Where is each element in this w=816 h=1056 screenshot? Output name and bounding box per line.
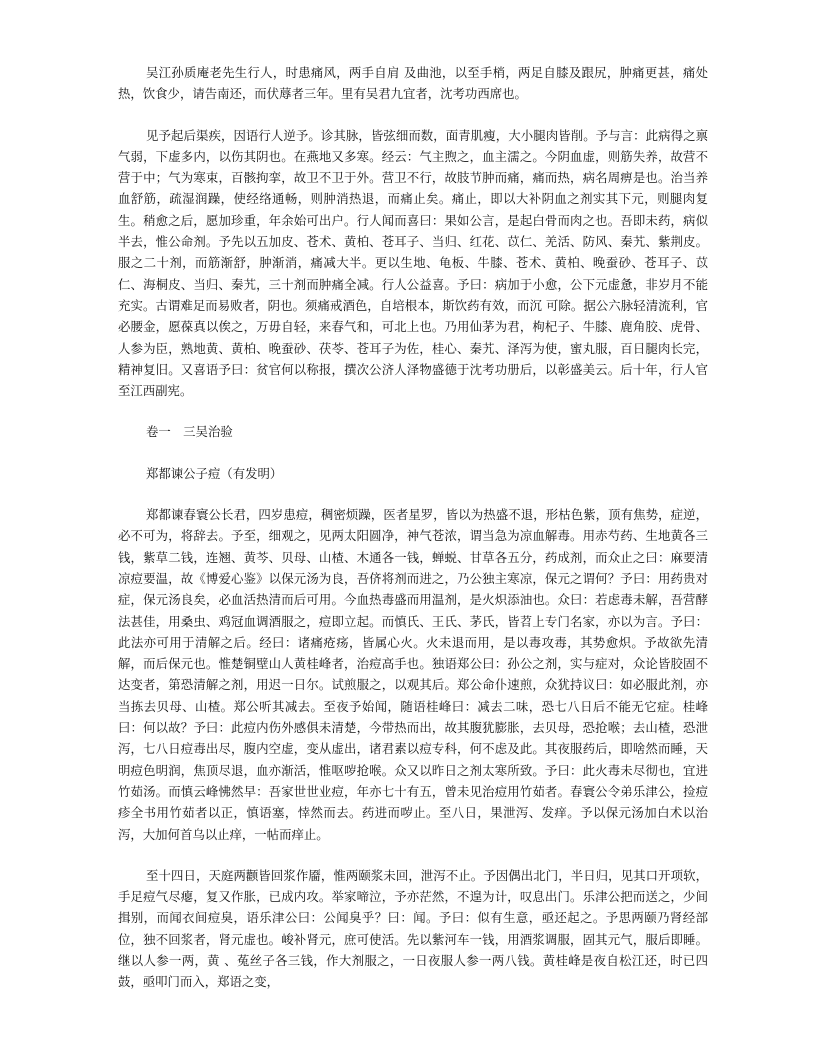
paragraph-gap: [118, 443, 708, 463]
section-heading: 卷一 三吴治验: [146, 424, 233, 440]
paragraph-case-treatment: 见予起后渠疾，因语行人逆予。诊其脉，皆弦细而数，面青肌瘦，大小腿肉皆削。予与言：此病得之禀气弱，下虚多内，以伤其阴也。在燕地又多寒。经云：气主煦之，血主濡之。今阴血虚，则筋失养，故营不营于中；气为寒束，百骸拘挛，故卫不卫于外。营卫不行，故肢节肿而痛，痛而热，病名周痹是也。治当养血舒筋，疏湿润躁，使经络通畅，则肿消热退，而痛止矣。痛止，即以大补阴血之剂实其下元，则腿肉复生。稍愈之后，愿加珍重，年余始可出户。行人闻而喜曰：果如公言，是起白骨而肉之也。吾即未药，病似半去，惟公命剂。予先以五加皮、苍术、黄柏、苍耳子、当归、红花、苡仁、羌活、防风、秦艽、紫荆皮。服之二十剂，而筋渐舒，肿渐消，痛减大半。更以生地、龟板、牛膝、苍术、黄柏、晚蚕砂、苍耳子、苡仁、海桐皮、当归、秦艽，三十剂而肿痛全减。行人公益喜。予曰：病加于小愈，公下元虚惫，非岁月不能充实。古谓难足而易败者，阴也。须痛戒酒色，自培根本，斯饮药有效，而沉 可除。据公六脉轻清流利，官必腰金，愿葆真以俟之，万毋自轻，来春气和，可北上也。乃用仙茅为君，枸杞子、牛膝、鹿角胶、虎骨、人参为臣，熟地黄、黄柏、晚蚕砂、茯苓、苍耳子为佐，桂心、秦艽、泽泻为使，蜜丸服，百日腿肉长完，精神复旧。又喜语予曰：贫官何以称报，撰次公济人泽物盛德于沈考功册后，以彰盛美云。后十年，行人官至江西副宪。: [118, 127, 708, 399]
case-title: 郑都谏公子痘（有发明）: [146, 465, 283, 481]
paragraph-intro: 吴江孙质庵老先生行人，时患痛风，两手自肩 及曲池，以至手梢，两足自膝及跟尻，肿痛更甚，痛处热，饮食少，请告南还，而伏蓐者三年。里有吴君九宜者，沈考功西席也。: [118, 65, 708, 102]
paragraph-gap: [118, 401, 708, 421]
paragraph-gap: [118, 484, 708, 504]
paragraph-case-pox: 郑都谏春寰公长君，四岁患痘，稠密烦躁，医者星罗，皆以为热盛不退，形枯色紫，顶有焦势，症逆，必不可为，将辞去。予至，细观之，见两太阳圆净，神气苍浓，谓当急为凉血解毒。用赤芍药、生地黄各三钱，紫草二钱，连翘、黄芩、贝母、山楂、木通各一钱，蝉蜕、甘草各五分，药成剂，而众止之曰：麻要清凉痘要温，故《博爱心鉴》以保元汤为良，吾侪将剂而进之，乃公独主寒凉，保元之谓何？予曰：用药贵对症，保元汤良矣，必血活热清而后可用。今血热毒盛而用温剂，是火炽添油也。众曰：若虑毒未解，吾营酵法甚佳，用桑虫、鸡冠血调酒服之，痘即立起。而慎氏、王氏、茅氏，皆苕上专门名家，亦以为言。予曰：此法亦可用于清解之后。经曰：诸痛疮疡，皆属心火。火未退而用，是以毒攻毒，其势愈炽。予故欲先清解，而后保元也。惟楚铜壁山人黄桂峰者，治痘高手也。独语郑公曰：孙公之剂，实与症对，众论皆胶固不达变者，第恐清解之剂，用迟一日尔。试煎服之，以观其后。郑公命仆速煎，众犹持议曰：如必服此剂，亦当拣去贝母、山楂。郑公听其减去。至夜予始闻，随语桂峰曰：减去二味，恐七八日后不能无它症。桂峰曰：何以故？予曰：此痘内伤外感俱未清楚，今带热而出，故其腹犹膨胀，去贝母，恐抢喉；去山楂，恐泄泻，七八日痘毒出尽，腹内空虚，变从虚出，诸君素以痘专科，何不虑及此。其夜服药后，即啥然而睡，天明痘色明润，焦顶尽退，血亦渐活，惟呕哕抢喉。众又以昨日之剂太寒所致。予曰：此火毒未尽彻也，宜进竹茹汤。而慎云峰怫然早：吾家世世业痘，年亦七十有五，曾未见治痘用竹茹者。春寰公令弟乐津公，捡痘疹全书用竹茹者以正，慎语塞，悻然而去。药进而哕止。至八日，果泄泻、发痒。予以保元汤加白术以治泻，大加何首乌以止痒，一帖而痒止。: [118, 507, 708, 842]
paragraph-gap: [118, 845, 708, 865]
paragraph-day-fourteen: 至十四日，天庭两颧皆回浆作靥，惟两颐浆未回，泄泻不止。予因偶出北门，半日归，见其口开项软，手足痘气尽瘪，复又作胀，已成内攻。举家啼泣，予亦茫然，不遑为计，叹息出门。乐津公把而送之，少间揖别，而闻衣间痘臭，语乐津公曰：公闻臭乎？曰：闻。予曰：似有生意，亟还起之。予思两颐乃肾经部位，独不回浆者，肾元虚也。峻补肾元，庶可使活。先以紫河车一钱，用酒浆调服，固其元气，服后即睡。继以人参一两，黄 、菟丝子各三钱，作大剂服之，一日夜服人参一两八钱。黄桂峰是夜自松江还，时已四鼓，亟叩门而入，郑语之变，: [118, 867, 708, 990]
paragraph-gap: [118, 105, 708, 125]
